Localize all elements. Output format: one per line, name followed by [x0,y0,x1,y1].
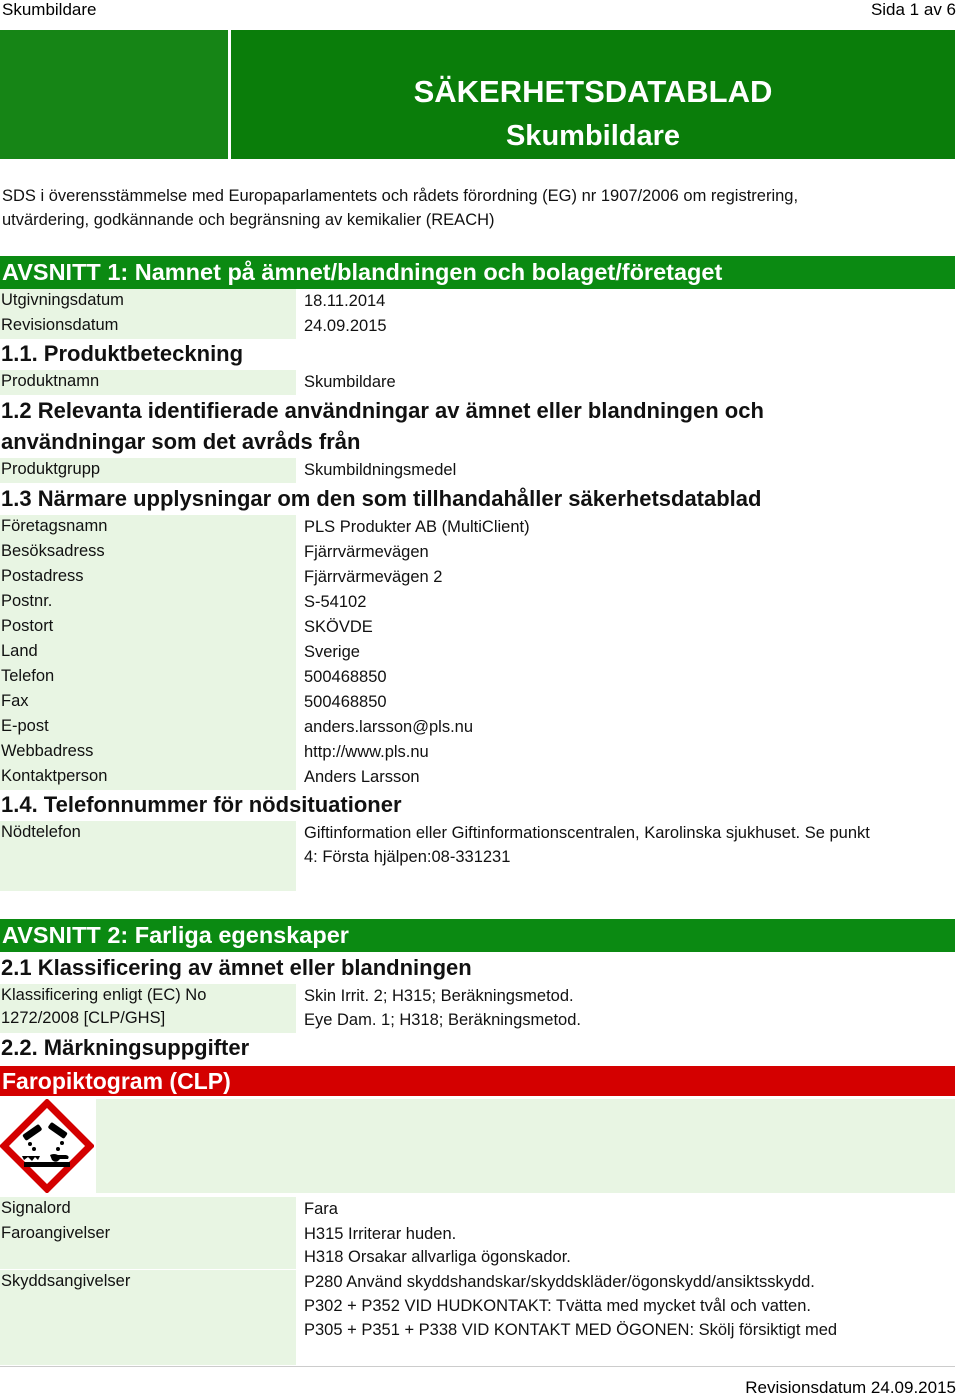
value-signalord: Fara [304,1200,338,1218]
section1-heading: AVSNITT 1: Namnet på ämnet/blandningen och bolaget/företaget [0,256,955,289]
value-nodtelefon-line1: Giftinformation eller Giftinformationscentralen, Karolinska sjukhuset. Se punkt [304,824,870,842]
subheading-1-2a: 1.2 Relevanta identifierade användningar av ämnet eller blandningen och [1,398,764,423]
ghs05-corrosive-icon [0,1099,94,1193]
title-left-cell [0,30,228,159]
hazard-statement: H315 Irriterar huden. [304,1225,457,1243]
label-kontaktperson: Kontaktperson [0,765,296,790]
precaution-statement: P302 + P352 VID HUDKONTAKT: Tvätta med mycket tvål och vatten. [304,1297,811,1315]
precaution-statement: P305 + P351 + P338 VID KONTAKT MED ÖGONEN: Skölj försiktigt med [304,1321,838,1339]
section2-heading: AVSNITT 2: Farliga egenskaper [0,919,955,952]
value-epost[interactable]: anders.larsson@pls.nu [304,718,474,736]
label-produktgrupp: Produktgrupp [0,458,296,483]
value-klassificering-line2: Eye Dam. 1; H318; Beräkningsmetod. [304,1011,581,1029]
value-produktgrupp: Skumbildningsmedel [304,461,457,479]
pictogram-area [96,1099,955,1193]
title-box [0,30,955,159]
label-postadress: Postadress [0,565,296,590]
value-postadress: Fjärrvärmevägen 2 [304,568,443,586]
subheading-1-1: 1.1. Produktbeteckning [1,341,244,366]
footer-divider [0,1366,955,1367]
label-signalord: Signalord [0,1197,296,1222]
product-title: Skumbildare [505,120,681,152]
value-postort: SKÖVDE [304,618,373,636]
label-telefon: Telefon [0,665,296,690]
value-foretagsnamn: PLS Produkter AB (MultiClient) [304,518,530,536]
value-telefon: 500468850 [304,668,387,686]
value-besoksadress: Fjärrvärmevägen [304,543,429,561]
intro-line: utvärdering, godkännande och begränsning av kemikalier (REACH) [2,211,495,229]
label-skyddsangivelser: Skyddsangivelser [0,1270,296,1365]
subheading-1-2b: användningar som det avråds från [1,429,361,454]
label-land: Land [0,640,296,665]
value-nodtelefon-line2: 4: Första hjälpen:08-331231 [304,848,511,866]
subheading-1-4: 1.4. Telefonnummer för nödsituationer [1,792,402,817]
subheading-1-3: 1.3 Närmare upplysningar om den som tillhandahåller säkerhetsdatablad [1,486,762,511]
value-produktnamn: Skumbildare [304,373,396,391]
hazard-statement: H318 Orsakar allvarliga ögonskador. [304,1248,571,1266]
label-postort: Postort [0,615,296,640]
value-utgivningsdatum: 18.11.2014 [304,292,386,310]
value-postnr: S-54102 [304,593,367,611]
doc-name: Skumbildare [2,0,97,19]
subheading-2-2: 2.2. Märkningsuppgifter [1,1035,250,1060]
footer-revision: Revisionsdatum 24.09.2015 [745,1378,956,1397]
value-klassificering-line1: Skin Irrit. 2; H315; Beräkningsmetod. [304,987,574,1005]
label-produktnamn: Produktnamn [0,370,296,395]
intro-text [2,184,902,232]
value-kontaktperson: Anders Larsson [304,768,420,786]
label-postnr: Postnr. [0,590,296,615]
label-foretagsnamn: Företagsnamn [0,515,296,540]
label-klassificering-line2: 1272/2008 [CLP/GHS] [1,1009,166,1027]
precaution-statement: P280 Använd skyddshandskar/skyddskläder/ögonskydd/ansiktsskydd. [304,1273,815,1291]
value-webbadress[interactable]: http://www.pls.nu [304,743,429,761]
label-webbadress: Webbadress [0,740,296,765]
document-title: SÄKERHETSDATABLAD [413,74,773,109]
label-revisionsdatum: Revisionsdatum [0,314,296,339]
value-revisionsdatum: 24.09.2015 [304,317,387,335]
label-epost: E-post [0,715,296,740]
label-fax: Fax [0,690,296,715]
value-land: Sverige [304,643,360,661]
ghs05-corrosive-icon-svg [0,1099,94,1193]
page-header [0,0,960,22]
page-number: Sida 1 av 6 [870,0,956,19]
label-utgivningsdatum: Utgivningsdatum [0,289,296,314]
label-klassificering-line1: Klassificering enligt (EC) No [1,986,207,1004]
pictogram-heading: Faropiktogram (CLP) [0,1066,955,1096]
value-fax: 500468850 [304,693,387,711]
label-klassificering [0,984,296,1033]
title-right-cell [231,30,955,159]
intro-line: SDS i överensstämmelse med Europaparlamentets och rådets förordning (EG) nr 1907/2006 om registrering, [2,187,799,205]
subheading-2-1: 2.1 Klassificering av ämnet eller blandningen [1,955,472,980]
label-besoksadress: Besöksadress [0,540,296,565]
label-faroangivelser: Faroangivelser [0,1222,296,1269]
label-nodtelefon: Nödtelefon [0,821,296,891]
